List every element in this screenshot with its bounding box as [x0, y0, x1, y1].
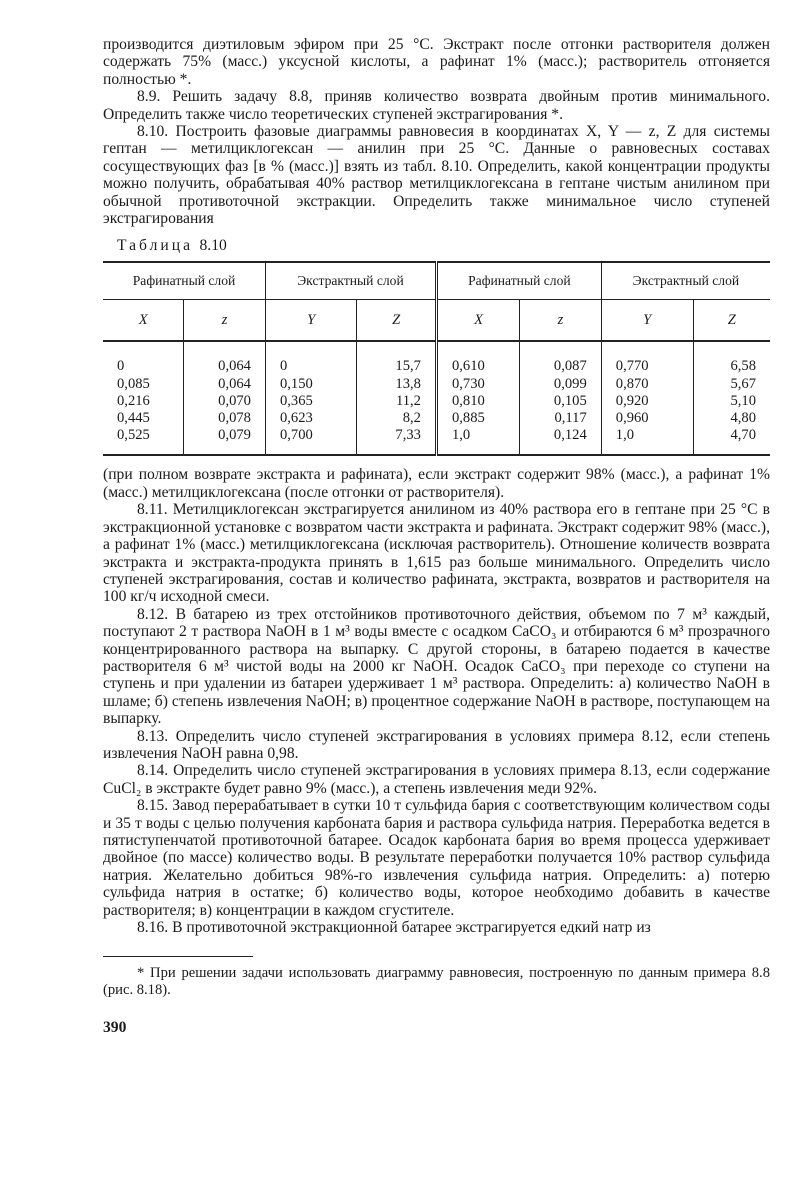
table-cell: 0,085 — [117, 375, 150, 392]
table-cell: 4,80 — [730, 410, 756, 427]
problem-8-16: 8.16. В противоточной экстракционной батарее экстрагируется едкий натр из — [137, 919, 651, 937]
group-header: Экстрактный слой — [601, 262, 770, 300]
table-cell: 0,610 — [451, 358, 485, 375]
table-cell: 4,70 — [730, 427, 756, 444]
paragraph-after-table: (при полном возврате экстракта и рафината), если экстракт содержит 98% (масс.), а рафинат 1% (масс.) метилциклогексана (после отгонки от растворителя). — [103, 466, 770, 501]
table-cell: 11,2 — [395, 392, 421, 409]
table-cell: 0,365 — [279, 392, 313, 409]
table-caption-number: 8.10 — [199, 237, 227, 255]
footnote: * При решении задачи использовать диаграмму равновесия, построенную по данным примера 8.8 (рис. 8.18). — [103, 965, 770, 999]
table-cell: 0,730 — [451, 375, 485, 392]
table-data-row — [103, 341, 770, 455]
table-column-cell — [520, 341, 602, 455]
table-cell: 1,0 — [451, 427, 471, 444]
table-cell: 0,885 — [451, 410, 485, 427]
page — [103, 36, 770, 1037]
table-cell: 1,0 — [615, 427, 635, 444]
problem-8-11: 8.11. Метилциклогексан экстрагируется анилином из 40% раствора его в гептане при 25 °С в экстракционной установке с возвратом части экстракта и рафината. Экстракт содержит 98% (масс.), а рафинат 1% (масс.) метилциклогексана (исключая растворитель). Отношение количеств возврата экстракта и экстракта-продукта принять в 1,615 раз больше минимального. Определить число ступеней экстрагирования, состав и количество рафината, экстракта, возвратов и растворителя на 100 кг/ч исходной смеси. — [103, 501, 770, 606]
table-cell: 0,099 — [553, 375, 587, 392]
group-header: Рафинатный слой — [103, 262, 265, 300]
footnote-rule — [103, 956, 253, 957]
group-header: Рафинатный слой — [436, 262, 601, 300]
equilibrium-table — [103, 261, 770, 456]
column-header: Y — [265, 300, 357, 342]
table-cell: 0,105 — [553, 392, 587, 409]
page-number: 390 — [103, 1019, 127, 1037]
table-column-cell — [357, 341, 436, 455]
paragraph-continuation: производится диэтиловым эфиром при 25 °С. Экстракт после отгонки растворителя должен содержать 75% (масс.) уксусной кислоты, а рафинат 1% (масс.); растворитель отгоняется полностью *. — [103, 36, 770, 88]
table-cell: 0,087 — [553, 358, 587, 375]
problem-8-14: 8.14. Определить число ступеней экстрагирования в условиях примера 8.13, если содержание CuCl₂ в экстракте будет равно 9% (масс.), а степень извлечения меди 92%. — [103, 762, 770, 797]
table-cell: 0,920 — [615, 392, 649, 409]
table-cell: 0 — [117, 358, 125, 375]
table-cell: 0,700 — [279, 427, 313, 444]
column-header: Z — [693, 300, 770, 342]
table-column-cell — [103, 341, 184, 455]
table-cell: 0,078 — [218, 410, 251, 427]
table-cell: 0,960 — [615, 410, 649, 427]
table-cell: 5,10 — [730, 392, 756, 409]
problem-8-13: 8.13. Определить число ступеней экстрагирования в условиях примера 8.12, если степень извлечения NaOH равна 0,98. — [103, 727, 770, 762]
table-cell: 0,117 — [554, 410, 587, 427]
table-cell: 8,2 — [402, 410, 421, 427]
table-cell: 15,7 — [395, 358, 421, 375]
problem-8-15: 8.15. Завод перерабатывает в сутки 10 т сульфида бария с соответствующим количеством соды и 35 т воды с целью получения карбоната бария и раствора сульфида натрия. Переработка ведется в пятиступенчатой противоточной батарее. Осадок карбоната бария во время процесса удерживает двойное (по массе) количество воды. В результате переработки получается 10% раствор сульфида натрия. Желательно добиться 98%-го извлечения сульфида натрия. Определить: а) потерю сульфида натрия в остатке; б) количество воды, которое необходимо добавить в качестве растворителя; в) концентрации в каждом сгустителе. — [103, 797, 770, 919]
table-cell: 5,67 — [730, 375, 756, 392]
table-cell: 0,525 — [117, 427, 150, 444]
table-cell: 0,064 — [218, 358, 251, 375]
column-header: X — [436, 300, 519, 342]
table-column-cell — [436, 341, 519, 455]
column-header: z — [520, 300, 602, 342]
table-cell: 0,770 — [615, 358, 649, 375]
column-header: Z — [357, 300, 436, 342]
column-header: X — [103, 300, 184, 342]
table-cell: 0,623 — [279, 410, 313, 427]
table-caption — [117, 237, 770, 255]
table-cell: 0,150 — [279, 375, 313, 392]
problem-8-12: 8.12. В батарею из трех отстойников противоточного действия, объемом по 7 м³ каждый, поступают 2 т раствора NaOH в 1 м³ воды вместе с осадком CaCO₃ и отбираются 6 м³ прозрачного концентрированного раствора на выпарку. С другой стороны, в батарею подается в качестве растворителя 6 м³ чистой воды на 2000 кг NaOH. Осадок CaCO₃ при переходе со ступени на ступень и при удалении из батареи удерживает 1 м³ раствора. Определить: а) количество NaOH в шламе; б) степень извлечения NaOH; в) процентное содержание NaOH в растворе, поступающем на выпарку. — [103, 605, 770, 728]
table-cell: 0,870 — [615, 375, 649, 392]
group-header: Экстрактный слой — [265, 262, 436, 300]
table-cell: 7,33 — [395, 427, 421, 444]
table-cell: 13,8 — [395, 375, 421, 392]
table-cell: 0 — [279, 358, 288, 375]
table-cell: 0,445 — [117, 410, 150, 427]
table-cell: 0,079 — [218, 427, 251, 444]
table-cell: 0,064 — [218, 375, 251, 392]
table-caption-word: Таблица — [117, 237, 193, 255]
problem-8-10: 8.10. Построить фазовые диаграммы равновесия в координатах X, Y — z, Z для системы гептан — метилциклогексан — анилин при 25 °С. Данные о равновесных составах сосуществующих фаз [в % (масс.)] взять из табл. 8.10. Определить, какой концентрации продукты можно получить, обрабатывая 40% раствор метилциклогексана в гептане чистым анилином при обычной противоточной экстракции. Определить также минимальное число ступеней экстрагирования — [103, 123, 770, 228]
table-column-cell — [265, 341, 357, 455]
column-header: Y — [601, 300, 693, 342]
table-cell: 0,070 — [218, 392, 251, 409]
table-column-cell — [601, 341, 693, 455]
problem-8-9: 8.9. Решить задачу 8.8, приняв количество возврата двойным против минимального. Определить также число теоретических ступеней экстрагирования *. — [103, 88, 770, 123]
table-cell: 0,810 — [451, 392, 485, 409]
table-cell: 6,58 — [730, 358, 756, 375]
table-column-cell — [693, 341, 770, 455]
table-cell: 0,124 — [553, 427, 587, 444]
column-header: z — [184, 300, 266, 342]
table-column-cell — [184, 341, 266, 455]
table-cell: 0,216 — [117, 392, 150, 409]
